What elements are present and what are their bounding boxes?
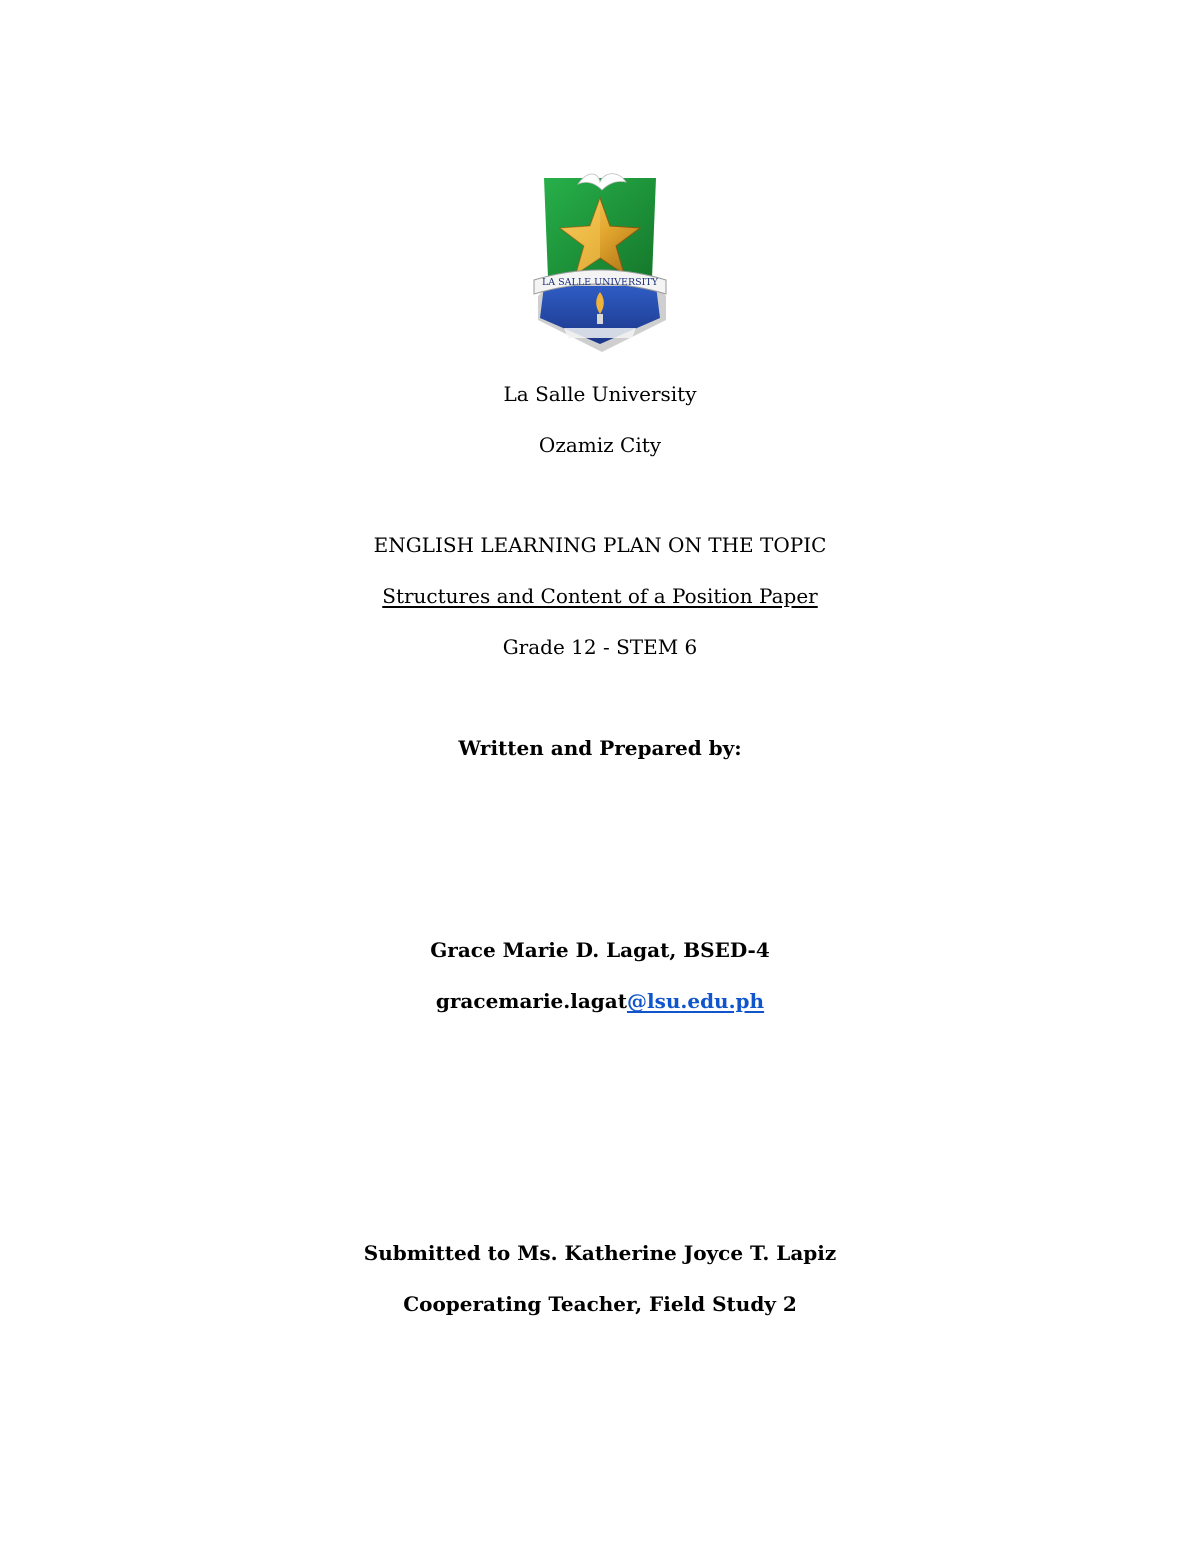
prepared-by-label: Written and Prepared by: (458, 736, 742, 760)
institution-city: Ozamiz City (538, 433, 662, 457)
author-email-domain-link[interactable]: @lsu.edu.ph (626, 989, 765, 1013)
seal-banner-text: LA SALLE UNIVERSITY (541, 277, 659, 288)
plan-topic-text: Structures and Content of a Position Paper (382, 584, 818, 608)
plan-heading: ENGLISH LEARNING PLAN ON THE TOPIC (373, 533, 827, 557)
plan-topic (0, 582, 1200, 610)
author-name: Grace Marie D. Lagat, BSED-4 (430, 938, 770, 962)
plan-grade: Grade 12 - STEM 6 (502, 635, 698, 659)
author-email-user: gracemarie.lagat (435, 989, 627, 1013)
submitted-to: Submitted to Ms. Katherine Joyce T. Lapiz (363, 1241, 837, 1265)
submitted-to-role: Cooperating Teacher, Field Study 2 (403, 1292, 797, 1316)
author-email (0, 987, 1200, 1015)
institution-name: La Salle University (503, 382, 697, 406)
la-salle-university-seal-icon (528, 168, 672, 352)
